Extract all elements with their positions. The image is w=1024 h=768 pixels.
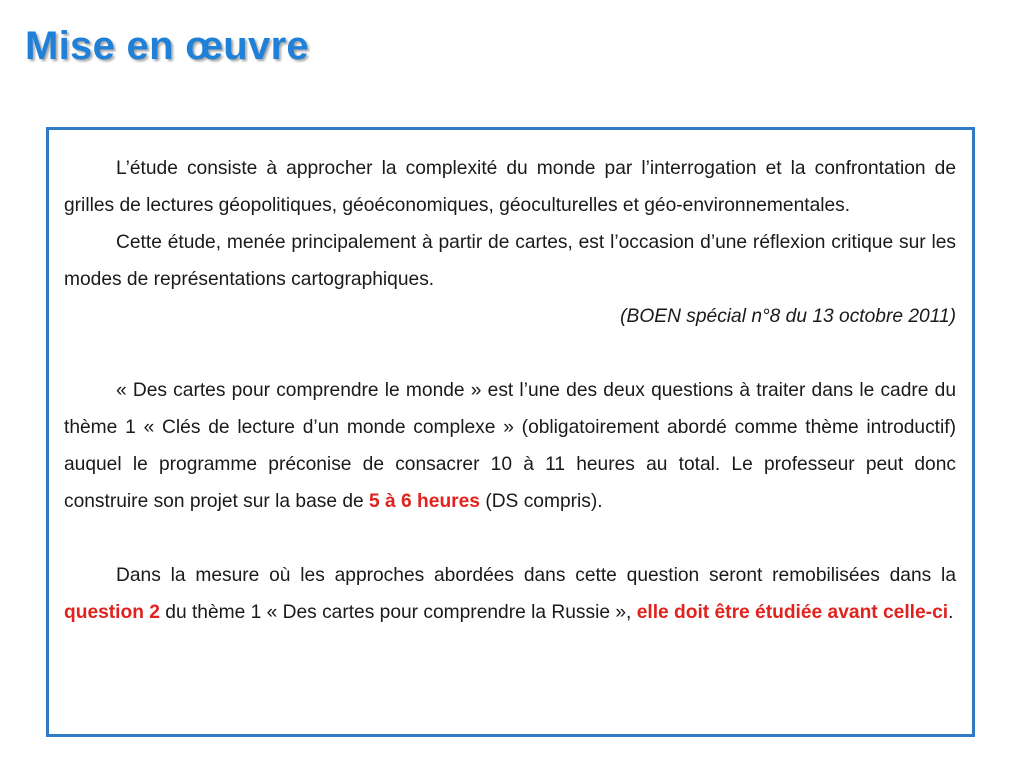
paragraph-cartes: Cette étude, menée principalement à partir de cartes, est l’occasion d’une réflexion critique sur les modes de représentations cartographiques.	[64, 232, 956, 290]
content-box	[46, 127, 975, 737]
highlight-heures: 5 à 6 heures	[369, 491, 480, 512]
paragraph-russie-middle: du thème 1 « Des cartes pour comprendre la Russie »,	[159, 602, 637, 623]
paragraph-question-text: « Des cartes pour comprendre le monde » est l’une des deux questions à traiter dans le cadre du thème 1 « Clés de lecture d’un monde complexe » (obligatoirement abordé comme thème introductif) auquel le programme préconise de consacrer 10 à 11 heures au total. Le professeur peut donc construire son projet sur la base de	[64, 380, 956, 512]
citation-boen: (BOEN spécial n°8 du 13 octobre 2011)	[620, 306, 956, 327]
paragraph-etude: L’étude consiste à approcher la complexité du monde par l’interrogation et la confrontation de grilles de lectures géopolitiques, géoéconomiques, géoculturelles et géo-environnementales.	[64, 158, 956, 216]
paragraph-spacer	[64, 520, 956, 557]
paragraph-russie	[64, 557, 956, 631]
highlight-avant: elle doit être étudiée avant celle-ci	[636, 602, 949, 623]
highlight-question-2: question 2	[64, 602, 160, 623]
paragraph-question-end: (DS compris).	[479, 491, 603, 512]
slide-title: Mise en œuvre	[25, 24, 309, 68]
paragraph-russie-end: .	[948, 602, 954, 623]
paragraph-question	[64, 372, 956, 520]
paragraph-spacer	[64, 335, 956, 372]
paragraph-russie-text: Dans la mesure où les approches abordées dans cette question seront remobilisées dans la	[116, 565, 956, 586]
